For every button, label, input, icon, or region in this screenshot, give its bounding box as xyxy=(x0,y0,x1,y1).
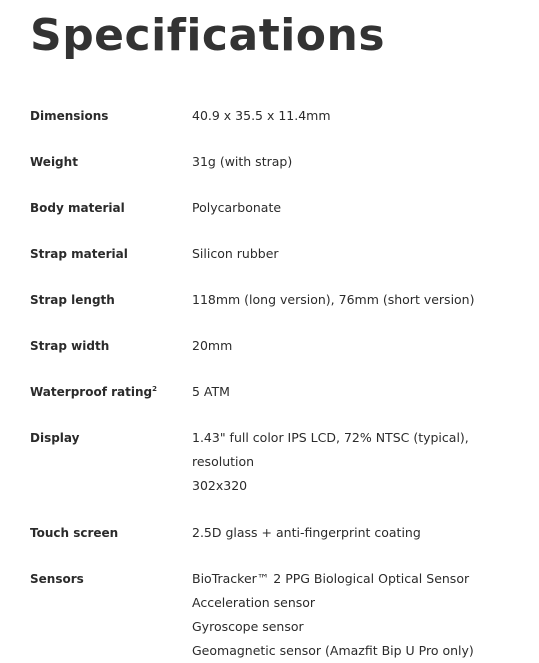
spec-row-strap-width xyxy=(30,334,530,358)
spec-value-line: 2.5D glass + anti-fingerprint coating xyxy=(192,525,421,540)
spec-value xyxy=(192,196,530,220)
spec-label: Sensors xyxy=(30,572,84,586)
spec-value-line: Gyroscope sensor xyxy=(192,619,304,634)
spec-row-display xyxy=(30,426,530,498)
spec-value-line: Geomagnetic sensor (Amazfit Bip U Pro only) xyxy=(192,643,474,658)
spec-label: Weight xyxy=(30,155,78,169)
spec-value xyxy=(192,521,530,545)
spec-value-line: BioTracker™ 2 PPG Biological Optical Sensor xyxy=(192,571,470,586)
spec-row-body-material xyxy=(30,196,530,220)
spec-row-sensors xyxy=(30,567,530,663)
spec-label: Touch screen xyxy=(30,526,119,540)
spec-value-line: 20mm xyxy=(192,338,233,353)
spec-row-touch-screen xyxy=(30,521,530,545)
spec-value-line: 5 ATM xyxy=(192,384,230,399)
spec-value-line: 40.9 x 35.5 x 11.4mm xyxy=(192,108,331,123)
spec-value-line: 118mm (long version), 76mm (short version) xyxy=(192,292,475,307)
spec-row-weight xyxy=(30,150,530,174)
spec-label: Body material xyxy=(30,201,125,215)
spec-value-line: 31g (with strap) xyxy=(192,154,293,169)
spec-row-waterproof-rating xyxy=(30,380,530,404)
spec-value-line: 302x320 xyxy=(192,478,248,493)
spec-value-line: 1.43" full color IPS LCD, 72% NTSC (typical), resolution xyxy=(192,430,469,469)
spec-row-dimensions xyxy=(30,104,530,128)
page-title: Specifications xyxy=(30,10,386,61)
spec-label: Strap length xyxy=(30,293,115,307)
spec-value xyxy=(192,150,530,174)
spec-label: Strap width xyxy=(30,339,110,353)
spec-value-line: Silicon rubber xyxy=(192,246,279,261)
spec-value xyxy=(192,567,530,663)
spec-table xyxy=(30,104,530,663)
spec-value-line: Polycarbonate xyxy=(192,200,282,215)
spec-value xyxy=(192,288,530,312)
spec-value xyxy=(192,242,530,266)
spec-label: Dimensions xyxy=(30,109,109,123)
spec-value-line: Acceleration sensor xyxy=(192,595,316,610)
footnote-marker: 2 xyxy=(152,385,157,393)
spec-value xyxy=(192,104,530,128)
spec-row-strap-material xyxy=(30,242,530,266)
spec-value xyxy=(192,380,530,404)
spec-label: Strap material xyxy=(30,247,128,261)
spec-label: Waterproof rating$^2$ xyxy=(30,385,157,399)
spec-label: Display xyxy=(30,431,80,445)
spec-value xyxy=(192,426,530,498)
spec-row-strap-length xyxy=(30,288,530,312)
spec-value xyxy=(192,334,530,358)
